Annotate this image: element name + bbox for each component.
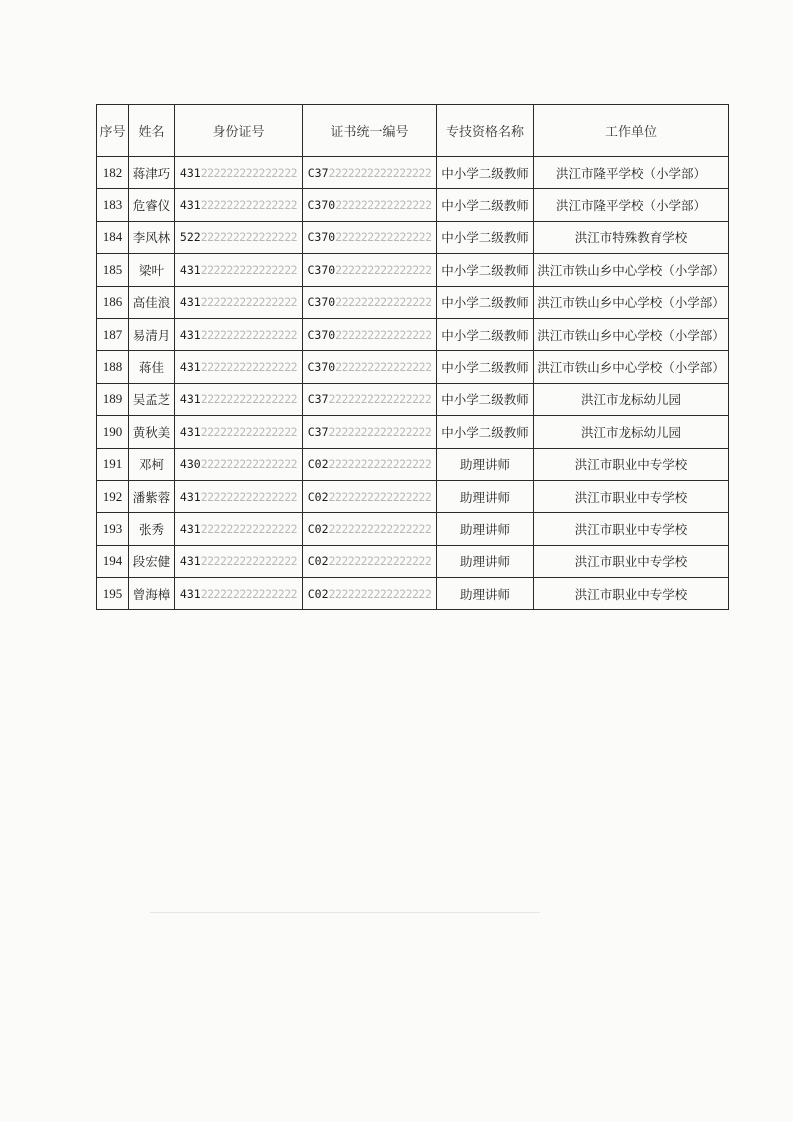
cert-visible-prefix: C37 bbox=[307, 424, 329, 439]
header-row bbox=[97, 105, 729, 157]
qualification: 助理讲师 bbox=[437, 545, 534, 577]
id-visible-prefix: 431 bbox=[179, 392, 201, 407]
cert-masked-digits: 2222222222222222 bbox=[328, 457, 432, 472]
id-number bbox=[175, 318, 303, 350]
id-number bbox=[175, 416, 303, 448]
person-name: 高佳浪 bbox=[129, 286, 175, 318]
id-visible-prefix: 431 bbox=[179, 424, 201, 439]
cert-masked-digits: 2222222222222222 bbox=[328, 165, 432, 180]
cert-visible-prefix: C02 bbox=[307, 554, 329, 569]
header-work-unit: 工作单位 bbox=[534, 105, 729, 157]
qualification: 助理讲师 bbox=[437, 480, 534, 512]
id-number bbox=[175, 221, 303, 253]
table-row bbox=[97, 189, 729, 221]
certificate-number bbox=[303, 448, 437, 480]
id-number bbox=[175, 383, 303, 415]
header-index: 序号 bbox=[97, 105, 129, 157]
row-index: 183 bbox=[97, 189, 129, 221]
id-masked-digits: 222222222222222 bbox=[200, 230, 298, 245]
cert-visible-prefix: C02 bbox=[307, 457, 329, 472]
id-masked-digits: 222222222222222 bbox=[200, 392, 298, 407]
row-index: 189 bbox=[97, 383, 129, 415]
header-name: 姓名 bbox=[129, 105, 175, 157]
work-unit: 洪江市隆平学校（小学部） bbox=[534, 157, 729, 189]
cert-visible-prefix: C02 bbox=[307, 586, 329, 601]
qualification: 中小学二级教师 bbox=[437, 383, 534, 415]
person-name: 蒋佳 bbox=[129, 351, 175, 383]
id-number bbox=[175, 189, 303, 221]
header-id-number: 身份证号 bbox=[175, 105, 303, 157]
work-unit: 洪江市龙标幼儿园 bbox=[534, 383, 729, 415]
id-masked-digits: 222222222222222 bbox=[200, 586, 298, 601]
header-certificate-number: 证书统一编号 bbox=[303, 105, 437, 157]
certificate-number bbox=[303, 513, 437, 545]
cert-visible-prefix: C370 bbox=[307, 198, 336, 213]
work-unit: 洪江市职业中专学校 bbox=[534, 480, 729, 512]
scan-artifact-line bbox=[150, 912, 540, 913]
id-masked-digits: 222222222222222 bbox=[200, 360, 298, 375]
certificate-number bbox=[303, 351, 437, 383]
qualification: 助理讲师 bbox=[437, 513, 534, 545]
qualification: 助理讲师 bbox=[437, 578, 534, 610]
cert-visible-prefix: C370 bbox=[307, 327, 336, 342]
cert-masked-digits: 222222222222222 bbox=[335, 360, 432, 375]
person-name: 邓柯 bbox=[129, 448, 175, 480]
person-name: 吴孟芝 bbox=[129, 383, 175, 415]
row-index: 190 bbox=[97, 416, 129, 448]
id-number bbox=[175, 351, 303, 383]
person-name: 梁叶 bbox=[129, 254, 175, 286]
id-masked-digits: 222222222222222 bbox=[200, 327, 298, 342]
id-masked-digits: 222222222222222 bbox=[200, 457, 298, 472]
row-index: 192 bbox=[97, 480, 129, 512]
work-unit: 洪江市职业中专学校 bbox=[534, 448, 729, 480]
cert-masked-digits: 2222222222222222 bbox=[328, 392, 432, 407]
cert-masked-digits: 2222222222222222 bbox=[328, 554, 432, 569]
person-name: 李风林 bbox=[129, 221, 175, 253]
table-row bbox=[97, 513, 729, 545]
id-visible-prefix: 522 bbox=[179, 230, 201, 245]
table-row bbox=[97, 286, 729, 318]
qualification: 中小学二级教师 bbox=[437, 416, 534, 448]
person-name: 潘紫蓉 bbox=[129, 480, 175, 512]
certificate-number bbox=[303, 416, 437, 448]
id-visible-prefix: 431 bbox=[179, 586, 201, 601]
id-number bbox=[175, 448, 303, 480]
id-visible-prefix: 431 bbox=[179, 327, 201, 342]
id-number bbox=[175, 254, 303, 286]
work-unit: 洪江市铁山乡中心学校（小学部） bbox=[534, 254, 729, 286]
id-number bbox=[175, 286, 303, 318]
table-row bbox=[97, 254, 729, 286]
cert-masked-digits: 2222222222222222 bbox=[328, 489, 432, 504]
row-index: 182 bbox=[97, 157, 129, 189]
table-header bbox=[97, 105, 729, 157]
certificate-number bbox=[303, 545, 437, 577]
cert-visible-prefix: C370 bbox=[307, 360, 336, 375]
row-index: 188 bbox=[97, 351, 129, 383]
id-masked-digits: 222222222222222 bbox=[200, 165, 298, 180]
person-name: 蒋津巧 bbox=[129, 157, 175, 189]
qualification: 中小学二级教师 bbox=[437, 254, 534, 286]
cert-masked-digits: 222222222222222 bbox=[335, 295, 432, 310]
id-masked-digits: 222222222222222 bbox=[200, 198, 298, 213]
certificate-number bbox=[303, 157, 437, 189]
cert-masked-digits: 2222222222222222 bbox=[328, 424, 432, 439]
table-row bbox=[97, 351, 729, 383]
row-index: 187 bbox=[97, 318, 129, 350]
certificate-number bbox=[303, 221, 437, 253]
table-row bbox=[97, 318, 729, 350]
work-unit: 洪江市特殊教育学校 bbox=[534, 221, 729, 253]
table-row bbox=[97, 221, 729, 253]
qualification: 助理讲师 bbox=[437, 448, 534, 480]
person-name: 张秀 bbox=[129, 513, 175, 545]
table-row bbox=[97, 416, 729, 448]
cert-masked-digits: 2222222222222222 bbox=[328, 521, 432, 536]
person-name: 易清月 bbox=[129, 318, 175, 350]
id-number bbox=[175, 578, 303, 610]
id-masked-digits: 222222222222222 bbox=[200, 489, 298, 504]
certificate-number bbox=[303, 318, 437, 350]
certificate-number bbox=[303, 254, 437, 286]
cert-visible-prefix: C370 bbox=[307, 262, 336, 277]
teacher-qualification-table bbox=[96, 104, 729, 610]
person-name: 危睿仪 bbox=[129, 189, 175, 221]
work-unit: 洪江市铁山乡中心学校（小学部） bbox=[534, 286, 729, 318]
row-index: 194 bbox=[97, 545, 129, 577]
id-masked-digits: 222222222222222 bbox=[200, 424, 298, 439]
id-number bbox=[175, 157, 303, 189]
id-visible-prefix: 431 bbox=[179, 262, 201, 277]
cert-visible-prefix: C370 bbox=[307, 295, 336, 310]
id-masked-digits: 222222222222222 bbox=[200, 262, 298, 277]
table-row bbox=[97, 578, 729, 610]
cert-visible-prefix: C37 bbox=[307, 392, 329, 407]
work-unit: 洪江市铁山乡中心学校（小学部） bbox=[534, 318, 729, 350]
person-name: 段宏健 bbox=[129, 545, 175, 577]
certificate-number bbox=[303, 383, 437, 415]
work-unit: 洪江市职业中专学校 bbox=[534, 513, 729, 545]
certificate-number bbox=[303, 189, 437, 221]
qualification: 中小学二级教师 bbox=[437, 157, 534, 189]
row-index: 195 bbox=[97, 578, 129, 610]
qualification: 中小学二级教师 bbox=[437, 286, 534, 318]
id-visible-prefix: 431 bbox=[179, 521, 201, 536]
id-visible-prefix: 431 bbox=[179, 198, 201, 213]
cert-masked-digits: 222222222222222 bbox=[335, 262, 432, 277]
work-unit: 洪江市铁山乡中心学校（小学部） bbox=[534, 351, 729, 383]
work-unit: 洪江市龙标幼儿园 bbox=[534, 416, 729, 448]
id-visible-prefix: 431 bbox=[179, 554, 201, 569]
id-masked-digits: 222222222222222 bbox=[200, 295, 298, 310]
id-visible-prefix: 431 bbox=[179, 295, 201, 310]
id-visible-prefix: 431 bbox=[179, 360, 201, 375]
row-index: 191 bbox=[97, 448, 129, 480]
cert-masked-digits: 2222222222222222 bbox=[328, 586, 432, 601]
work-unit: 洪江市隆平学校（小学部） bbox=[534, 189, 729, 221]
table-row bbox=[97, 157, 729, 189]
certificate-number bbox=[303, 480, 437, 512]
id-number bbox=[175, 545, 303, 577]
id-masked-digits: 222222222222222 bbox=[200, 554, 298, 569]
cert-visible-prefix: C370 bbox=[307, 230, 336, 245]
row-index: 185 bbox=[97, 254, 129, 286]
cert-visible-prefix: C37 bbox=[307, 165, 329, 180]
row-index: 184 bbox=[97, 221, 129, 253]
table-row bbox=[97, 383, 729, 415]
work-unit: 洪江市职业中专学校 bbox=[534, 545, 729, 577]
certificate-number bbox=[303, 578, 437, 610]
table-body bbox=[97, 157, 729, 610]
row-index: 193 bbox=[97, 513, 129, 545]
work-unit: 洪江市职业中专学校 bbox=[534, 578, 729, 610]
qualification: 中小学二级教师 bbox=[437, 318, 534, 350]
certificate-number bbox=[303, 286, 437, 318]
id-number bbox=[175, 513, 303, 545]
cert-masked-digits: 222222222222222 bbox=[335, 327, 432, 342]
table-row bbox=[97, 480, 729, 512]
table-row bbox=[97, 545, 729, 577]
qualification: 中小学二级教师 bbox=[437, 221, 534, 253]
id-visible-prefix: 431 bbox=[179, 489, 201, 504]
cert-visible-prefix: C02 bbox=[307, 489, 329, 504]
qualification: 中小学二级教师 bbox=[437, 189, 534, 221]
qualification: 中小学二级教师 bbox=[437, 351, 534, 383]
person-name: 黄秋美 bbox=[129, 416, 175, 448]
cert-visible-prefix: C02 bbox=[307, 521, 329, 536]
cert-masked-digits: 222222222222222 bbox=[335, 230, 432, 245]
id-masked-digits: 222222222222222 bbox=[200, 521, 298, 536]
person-name: 曾海樟 bbox=[129, 578, 175, 610]
table-row bbox=[97, 448, 729, 480]
header-qualification: 专技资格名称 bbox=[437, 105, 534, 157]
row-index: 186 bbox=[97, 286, 129, 318]
id-visible-prefix: 430 bbox=[179, 457, 201, 472]
cert-masked-digits: 222222222222222 bbox=[335, 198, 432, 213]
id-number bbox=[175, 480, 303, 512]
id-visible-prefix: 431 bbox=[179, 165, 201, 180]
